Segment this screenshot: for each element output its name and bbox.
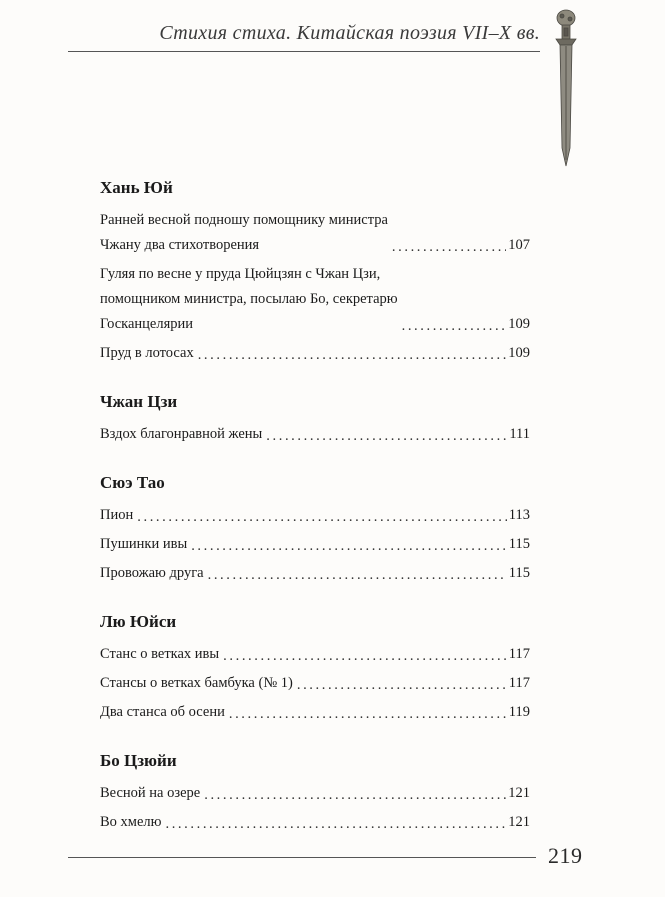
entry-title: Пруд в лотосах: [100, 345, 194, 361]
entry-page-number: 117: [508, 675, 530, 691]
leader-dots: [137, 512, 507, 522]
toc-section: [100, 473, 530, 586]
toc-entry: [100, 422, 530, 447]
bronze-dagger-icon: [548, 8, 584, 168]
entry-page-number: 111: [509, 426, 530, 442]
toc-section: [100, 392, 530, 447]
author-heading: Чжан Цзи: [100, 392, 178, 411]
leader-dots: [204, 790, 506, 800]
toc-section: [100, 612, 530, 725]
toc-section: [100, 751, 530, 835]
leader-dots: [229, 709, 507, 719]
entry-title: Станс о ветках ивы: [100, 646, 220, 662]
toc-entry: [100, 671, 530, 696]
leader-dots: [402, 321, 507, 331]
page-number: 219: [548, 843, 583, 868]
toc-entry: [100, 642, 530, 667]
leader-dots: [266, 431, 507, 441]
entry-page-number: 115: [508, 565, 530, 581]
leader-dots: [297, 680, 507, 690]
author-heading: Лю Юйси: [100, 612, 177, 631]
entry-title: Вздох благонравной жены: [100, 426, 263, 442]
toc-entry: [100, 561, 530, 586]
entry-page-number: 107: [508, 237, 530, 253]
leader-dots: [165, 819, 506, 829]
entry-page-number: 109: [508, 316, 530, 332]
entry-page-number: 119: [508, 704, 530, 720]
leader-dots: [191, 541, 507, 551]
toc-entry: [100, 781, 530, 806]
header-rule: [68, 51, 540, 52]
entry-title: Во хмелю: [100, 814, 162, 830]
leader-dots: [208, 570, 507, 580]
table-of-contents: [100, 178, 530, 861]
toc-entry: [100, 700, 530, 725]
toc-entry: [100, 532, 530, 557]
entry-title: Ранней весной подношу помощнику министра Чжану два стихотворения: [100, 212, 388, 253]
toc-entry: [100, 341, 530, 366]
entry-title: Провожаю друга: [100, 565, 204, 581]
toc-entry: [100, 503, 530, 528]
entry-title: Гуляя по весне у пруда Цюйцзян с Чжан Цзи, помощником министра, посылаю Бо, секретарю Госканцелярии: [100, 266, 398, 332]
toc-section: [100, 178, 530, 366]
toc-entry: [100, 810, 530, 835]
entry-page-number: 115: [508, 536, 530, 552]
toc-entry: [100, 208, 530, 258]
author-heading: Бо Цзюйи: [100, 751, 177, 770]
leader-dots: [223, 651, 507, 661]
entry-title: Пион: [100, 507, 134, 523]
entry-page-number: 117: [508, 646, 530, 662]
entry-page-number: 109: [508, 345, 530, 361]
author-heading: Хань Юй: [100, 178, 173, 197]
entry-title: Стансы о ветках бамбука (№ 1): [100, 675, 293, 691]
author-heading: Сюэ Тао: [100, 473, 165, 492]
leader-dots: [198, 350, 507, 360]
entry-title: Два станса об осени: [100, 704, 225, 720]
entry-title: Весной на озере: [100, 785, 201, 801]
entry-page-number: 113: [508, 507, 530, 523]
toc-entry: [100, 262, 530, 337]
running-header: Стихия стиха. Китайская поэзия VII–X вв.: [159, 22, 540, 44]
footer-rule: [68, 857, 536, 858]
entry-page-number: 121: [508, 785, 530, 801]
leader-dots: [392, 242, 506, 252]
entry-title: Пушинки ивы: [100, 536, 188, 552]
entry-page-number: 121: [508, 814, 530, 830]
